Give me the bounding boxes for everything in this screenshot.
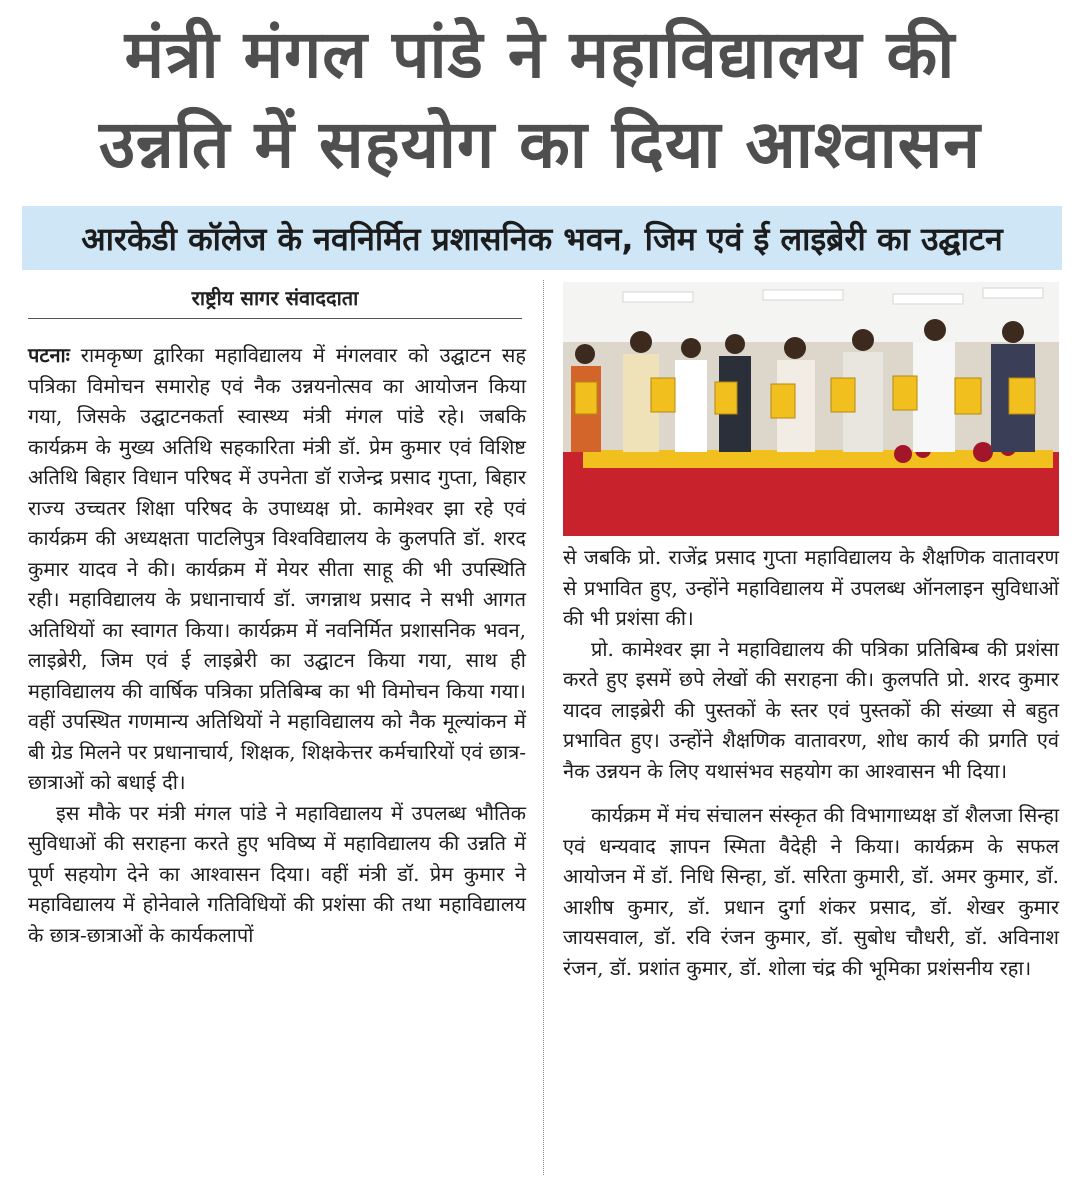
column-divider [543, 280, 545, 1175]
article-paragraph: कार्यक्रम में मंच संचालन संस्कृत की विभागाध्यक्ष डॉ शैलजा सिन्हा एवं धन्यवाद ज्ञापन स्मिता वैदेही ने किया। कार्यक्रम के सफल आयोजन में डॉ. निधि सिन्हा, डॉ. सरिता कुमारी, डॉ. अमर कुमार, डॉ. आशीष कुमार, डॉ. प्रधान दुर्गा शंकर प्रसाद, डॉ. शेखर कुमार जायसवाल, डॉ. रवि रंजन कुमार, डॉ. सुबोध चौधरी, डॉ. अविनाश रंजन, डॉ. प्रशांत कुमार, डॉ. शोला चंद्र की भूमिका प्रशंसनीय रहा। [563, 803, 1059, 980]
event-photo-illustration [563, 282, 1059, 536]
subheadline: आरकेडी कॉलेज के नवनिर्मित प्रशासनिक भवन, जिम एवं ई लाइब्रेरी का उद्घाटन [81, 219, 1003, 258]
article-paragraph: इस मौके पर मंत्री मंगल पांडे ने महाविद्यालय में उपलब्ध भौतिक सुविधाओं की सराहना करते हुए भविष्य में महाविद्यालय की उन्नति में पूर्ण सहयोग देने का आश्वासन दिया। वहीं मंत्री डॉ. प्रेम कुमार ने महाविद्यालय में होनेवाले गतिविधियों की प्रशंसा की तथा महाविद्यालय के छात्र-छात्राओं के कार्यकलापों [28, 800, 526, 947]
article-paragraph: से जबकि प्रो. राजेंद्र प्रसाद गुप्ता महाविद्यालय के शैक्षणिक वातावरण से प्रभावित हुए, उन्होंने महाविद्यालय में उपलब्ध ऑनलाइन सुविधाओं की भी प्रशंसा की। [563, 545, 1059, 630]
headline-line-2: उन्नति में सहयोग का दिया आश्वासन [99, 106, 981, 183]
byline: राष्ट्रीय सागर संवाददाता [191, 286, 359, 310]
article-paragraph: प्रो. कामेश्वर झा ने महाविद्यालय की पत्रिका प्रतिबिम्ब की प्रशंसा करते हुए इसमें छपे लेखों की सराहना की। कुलपति प्रो. शरद कुमार यादव लाइब्रेरी की पुस्तकों के स्तर एवं पुस्तकों की संख्या से बहुत प्रभावित हुए। उन्होंने शैक्षणिक वातावरण, शोध कार्य की प्रगति एवं नैक उन्नयन के लिए यथासंभव सहयोग का आश्वासन भी दिया। [563, 636, 1059, 783]
byline-rule [28, 318, 522, 319]
article-paragraph [28, 340, 526, 798]
article-column-right [563, 542, 1059, 983]
headline [0, 10, 1080, 190]
headline-line-1: मंत्री मंगल पांडे ने महाविद्यालय की [124, 16, 956, 93]
event-photo [563, 282, 1059, 536]
article-paragraph-text: रामकृष्ण द्वारिका महाविद्यालय में मंगलवार को उद्घाटन सह पत्रिका विमोचन समारोह एवं नैक उन्नयनोत्सव का आयोजन किया गया, जिसके उद्घाटनकर्ता स्वास्थ्य मंत्री मंगल पांडे रहे। जबकि कार्यक्रम के मुख्य अतिथि सहकारिता मंत्री डॉ. प्रेम कुमार एवं विशिष्ट अतिथि बिहार विधान परिषद में उपनेता डॉ राजेन्द्र प्रसाद गुप्ता, बिहार राज्य उच्चतर शिक्षा परिषद के उपाध्यक्ष प्रो. कामेश्वर झा रहे एवं कार्यक्रम की अध्यक्षता पाटलिपुत्र विश्वविद्यालय के कुलपति डॉ. शरद कुमार यादव ने की। कार्यक्रम में मेयर सीता साहू की भी उपस्थिति रही। महाविद्यालय के प्रधानाचार्य डॉ. जगन्नाथ प्रसाद ने सभी आगत अतिथियों का स्वागत किया। कार्यक्रम में नवनिर्मित प्रशासनिक भवन, लाइब्रेरी, जिम एवं ई लाइब्रेरी का उद्घाटन किया गया, साथ ही महाविद्यालय की वार्षिक पत्रिका प्रतिबिम्ब का भी विमोचन किया गया। वहीं उपस्थित गणमान्य अतिथियों ने महाविद्यालय को नैक मूल्यांकन में बी ग्रेड मिलने पर प्रधानाचार्य, शिक्षक, शिक्षकेत्तर कर्मचारियों एवं छात्र-छात्राओं को बधाई दी। [28, 343, 526, 794]
dateline: पटनाः [28, 343, 70, 367]
article-column-left [28, 340, 526, 950]
subheadline-band [22, 206, 1062, 270]
